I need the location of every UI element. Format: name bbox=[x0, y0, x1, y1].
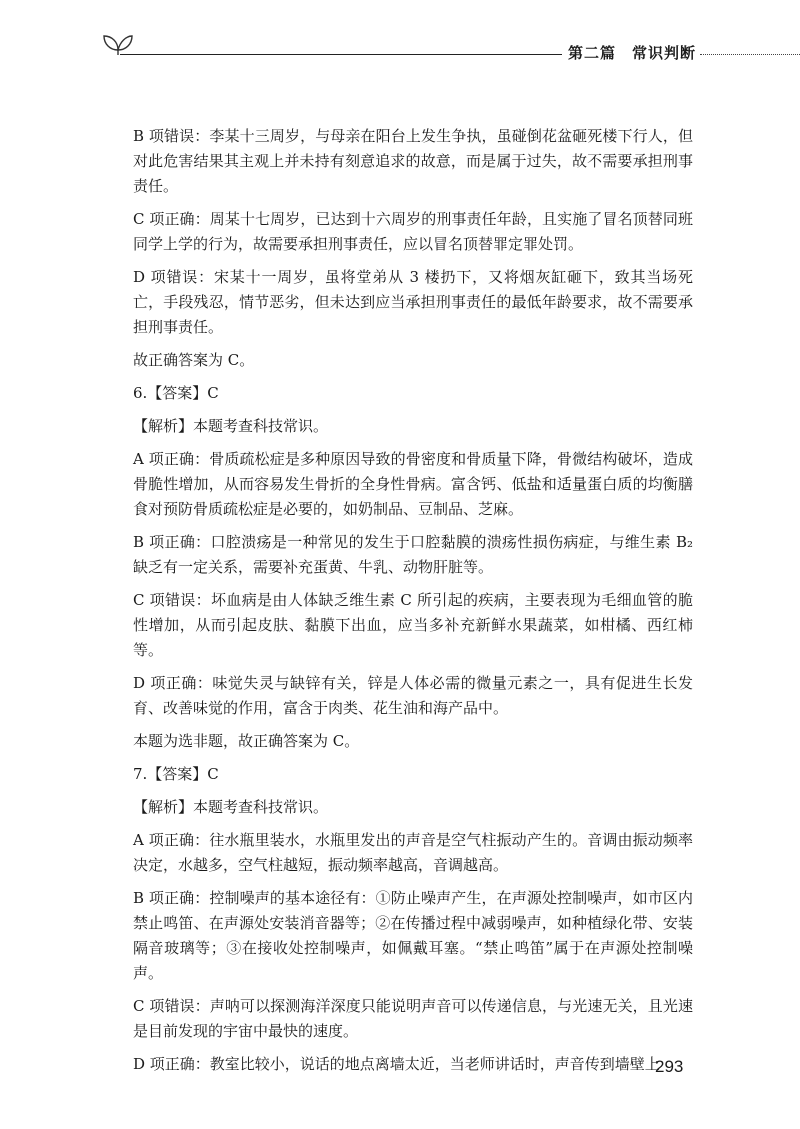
paragraph-answer-6: 本题为选非题，故正确答案为 C。 bbox=[133, 732, 360, 750]
page-number: 293 bbox=[655, 1057, 684, 1076]
question-6-analysis: 【解析】本题考查科技常识。 bbox=[133, 417, 329, 435]
paragraph-6b: B 项正确：口腔溃疡是一种常见的发生于口腔黏膜的溃疡性损伤病症，与维生素 B₂ 缺乏有一定关系，需要补充蛋黄、牛乳、动物肝脏等。 bbox=[133, 533, 693, 576]
header-rule-left bbox=[120, 54, 562, 55]
paragraph-6d: D 项正确：味觉失灵与缺锌有关，锌是人体必需的微量元素之一，具有促进生长发育、改善味觉的作用，富含于肉类、花生油和海产品中。 bbox=[133, 674, 693, 717]
leaf-icon bbox=[100, 28, 136, 56]
paragraph-7c: C 项错误：声呐可以探测海洋深度只能说明声音可以传递信息，与光速无关，且光速是目前发现的宇宙中最快的速度。 bbox=[133, 997, 693, 1040]
paragraph-b-li: B 项错误：李某十三周岁，与母亲在阳台上发生争执，虽碰倒花盆砸死楼下行人，但对此危害结果其主观上并未持有刻意追求的故意，而是属于过失，故不需要承担刑事责任。 bbox=[133, 127, 693, 195]
paragraph-6a: A 项正确：骨质疏松症是多种原因导致的骨密度和骨质量下降，骨微结构破坏，造成骨脆性增加，从而容易发生骨折的全身性骨病。富含钙、低盐和适量蛋白质的均衡膳食对预防骨质疏松症是必要的，如奶制品、豆制品、芝麻。 bbox=[133, 450, 693, 518]
paragraph-answer-5: 故正确答案为 C。 bbox=[133, 351, 255, 369]
paragraph-7d: D 项正确：教室比较小，说话的地点离墙太近，当老师讲话时，声音传到墙壁上 bbox=[133, 1055, 660, 1073]
part-title: 第二篇 常识判断 bbox=[568, 44, 697, 62]
header-rule-right bbox=[700, 54, 800, 55]
question-6-answer: 6.【答案】C bbox=[133, 384, 219, 402]
paragraph-d-song: D 项错误：宋某十一周岁，虽将堂弟从 3 楼扔下，又将烟灰缸砸下，致其当场死亡，手段残忍，情节恶劣，但未达到应当承担刑事责任的最低年龄要求，故不需要承担刑事责任。 bbox=[133, 268, 693, 336]
question-7-analysis: 【解析】本题考查科技常识。 bbox=[133, 798, 329, 816]
paragraph-c-zhou: C 项正确：周某十七周岁，已达到十六周岁的刑事责任年龄，且实施了冒名顶替同班同学上学的行为，故需要承担刑事责任，应以冒名顶替罪定罪处罚。 bbox=[133, 210, 693, 253]
page-header bbox=[100, 28, 800, 68]
page-body bbox=[133, 124, 693, 1085]
paragraph-7a: A 项正确：往水瓶里装水，水瓶里发出的声音是空气柱振动产生的。音调由振动频率决定，水越多，空气柱越短，振动频率越高，音调越高。 bbox=[133, 831, 693, 874]
question-7-answer: 7.【答案】C bbox=[133, 765, 219, 783]
paragraph-6c: C 项错误：坏血病是由人体缺乏维生素 C 所引起的疾病，主要表现为毛细血管的脆性增加，从而引起皮肤、黏膜下出血，应当多补充新鲜水果蔬菜，如柑橘、西红柿等。 bbox=[133, 591, 693, 659]
paragraph-7b: B 项正确：控制噪声的基本途径有：①防止噪声产生，在声源处控制噪声，如市区内禁止鸣笛、在声源处安装消音器等；②在传播过程中减弱噪声，如种植绿化带、安装隔音玻璃等；③在接收处控制噪声，如佩戴耳塞。“禁止鸣笛”属于在声源处控制噪声。 bbox=[133, 889, 693, 982]
